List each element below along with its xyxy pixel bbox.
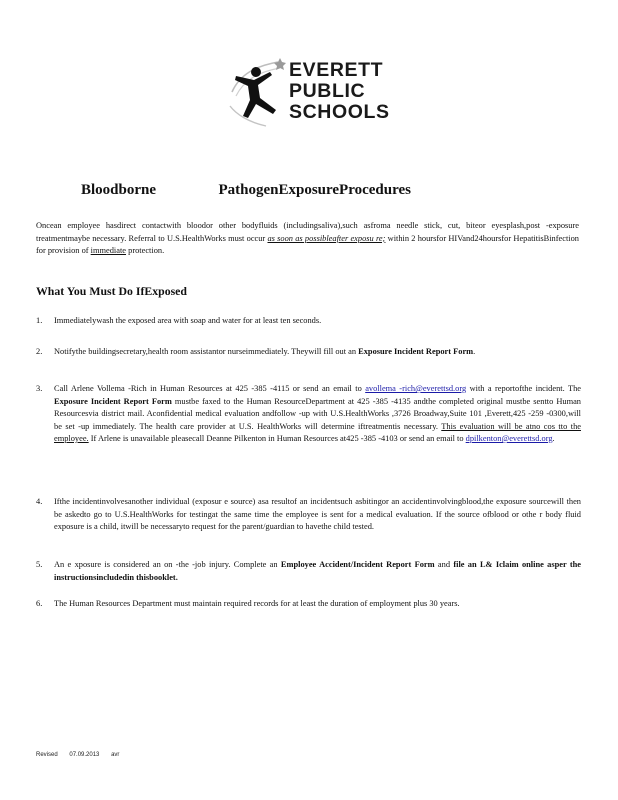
email-link-avollema[interactable]: avollema -rich@everettsd.org xyxy=(365,384,467,393)
li-claim-instruction: file an L& Iclaim online asper the instructionsincludedin thisbooklet. xyxy=(54,560,581,582)
everett-public-schools-logo xyxy=(226,52,406,132)
intro-underlined: as soon as possibleafter exposu re; xyxy=(267,233,386,243)
intro-underlined-2: immediate xyxy=(90,246,127,255)
exposure-form-name: Exposure Incident Report Form xyxy=(358,347,474,356)
section-heading: What You Must Do IfExposed xyxy=(36,284,187,298)
item-text-b: . xyxy=(473,347,476,356)
footer-date: 07.09.2013 xyxy=(69,752,100,758)
item-text-c: mustbe faxed to the Human ResourceDepartment at 425 -385 -4135 andthe completed original mustbe sentto Human Resourcesvia district mail. Aconfidential medical evaluation andfollow -up with U.S.HealthWorks ,3726 Broadway,Suite 101 ,Everett,425 -259 -0300,will be set -up immediately. The health care provider at U.S. HealthWorks will determine iftreatmentis necessary. xyxy=(54,396,581,431)
item-text-b: with a reportofthe incident. The xyxy=(466,384,581,393)
item-number: 3. xyxy=(36,384,43,393)
intro-text-3: protection. xyxy=(126,246,165,255)
title-word-bloodborne: Bloodborne xyxy=(81,182,157,198)
logo-word-everett: EVERETT xyxy=(289,59,384,81)
item-text-a: An e xposure is considered an on -the -job injury. Complete an xyxy=(54,560,281,569)
document-title xyxy=(81,182,411,199)
logo-word-public: PUBLIC xyxy=(289,80,366,102)
exposure-form-name: Exposure Incident Report Form xyxy=(54,396,172,406)
item-text-a: Call Arlene Vollema -Rich in Human Resources at 425 -385 -4115 or send an email to xyxy=(54,384,366,393)
item-number: 5. xyxy=(36,560,43,569)
title-rest: PathogenExposureProcedures xyxy=(218,182,411,198)
item-number: 6. xyxy=(36,599,43,608)
item-text-a: Notifythe buildingsecretary,health room assistantor nurseimmediately. Theywill fill out an xyxy=(54,347,359,356)
item-text-b: and xyxy=(434,560,454,569)
intro-text-1: Oncean employee hasdirect contactwith bloodor other bodyfluids (includingsaliva),such asfroma needle stick, cut, biteor eyesplash,post -exposure treatmentmaybe necessary. Referral to U.S.HealthWorks must occur xyxy=(36,221,579,243)
item-text xyxy=(54,346,581,359)
footer-initials: avr xyxy=(111,752,120,758)
item-number: 1. xyxy=(36,316,43,325)
intro-text-2: within 2 hoursfor HIVand24hoursfor HepatitisBinfection for provision of xyxy=(36,233,579,255)
accident-form-name: Employee Accident/Incident Report Form xyxy=(280,560,435,569)
footer-revised-label: Revised xyxy=(36,752,58,758)
logo-word-schools: SCHOOLS xyxy=(289,101,390,123)
item-text-d: If Arlene is unavailable pleasecall Deanne Pilkenton in Human Resources at425 -385 -4103 or send an email to xyxy=(88,434,466,443)
item-number: 4. xyxy=(36,497,43,506)
item-text xyxy=(54,383,581,446)
intro-paragraph xyxy=(36,220,579,258)
item-text: Immediatelywash the exposed area with soap and water for at least ten seconds. xyxy=(54,316,322,325)
no-cost-note: This evaluation will be atno cos tto the employee. xyxy=(54,421,581,443)
item-text: Ifthe incidentinvolvesanother individual (exposur e source) asa resultof an incidentsuch asbitingor an accidentinvolvingblood,the exposure sourcewill then be askedto go to U.S.HealthWorks for testingat the same time the employee is sent for a medical evaluation. If the source ofblood or othe r body fluid exposure is a child, itwill be necessaryto request for the parent/guardian to havethe child tested. xyxy=(54,497,581,531)
leaping-figure-icon xyxy=(226,52,290,132)
email-link-dpilkenton[interactable]: dpilkenton@everettsd.org xyxy=(465,434,553,443)
item-number: 2. xyxy=(36,347,43,356)
item-text-e: . xyxy=(552,434,555,443)
item-text: The Human Resources Department must maintain required records for at least the duration of employment plus 30 years. xyxy=(54,599,460,608)
revision-footer xyxy=(36,752,129,758)
item-text xyxy=(54,559,581,584)
